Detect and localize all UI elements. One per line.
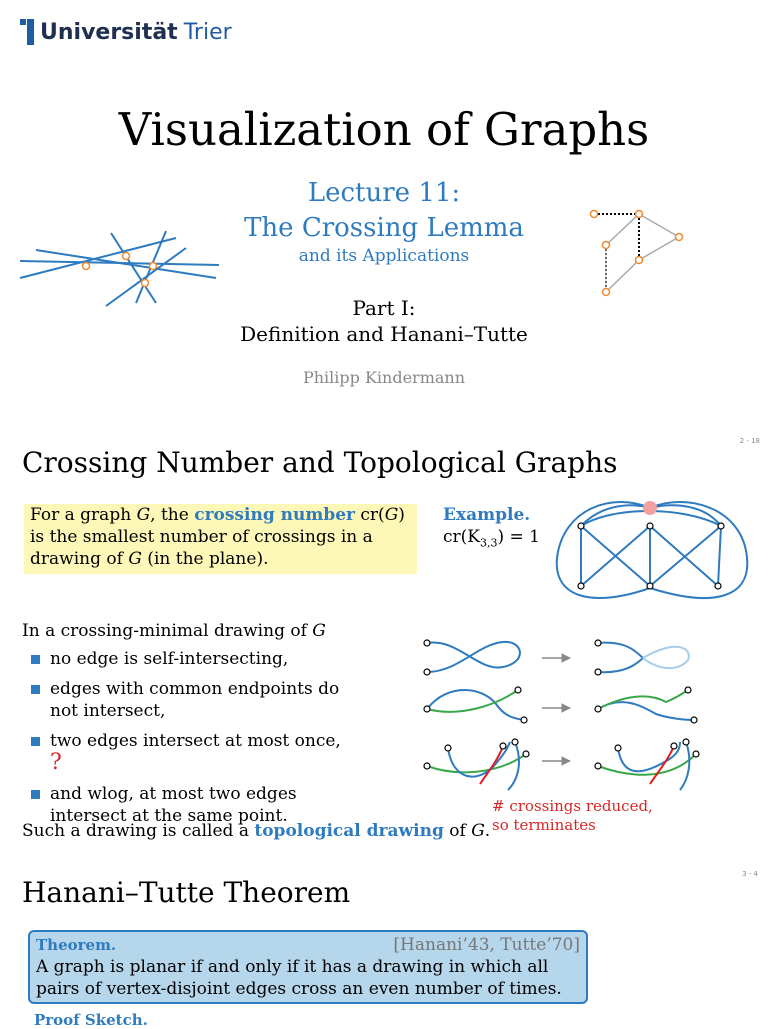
conclusion-text: Such a drawing is called a topological drawing of G. bbox=[22, 821, 491, 841]
k33-drawing bbox=[553, 498, 753, 610]
section-title-crossing-number: Crossing Number and Topological Graphs bbox=[22, 446, 618, 479]
lecture-number: Lecture 11: bbox=[307, 178, 461, 208]
part-title: Definition and Hanani–Tutte bbox=[240, 322, 528, 346]
section-title-hanani-tutte: Hanani–Tutte Theorem bbox=[22, 876, 351, 909]
slide-title: Visualization of Graphs bbox=[118, 103, 650, 156]
list-item: and wlog, at most two edges intersect at the same point. bbox=[22, 783, 352, 827]
term-topological-drawing: topological drawing bbox=[254, 821, 444, 841]
list-item: no edge is self-intersecting, bbox=[22, 648, 352, 670]
logo-city: Trier bbox=[183, 19, 232, 45]
list-item: two edges intersect at most once, ? bbox=[22, 730, 352, 775]
theorem-box bbox=[28, 930, 588, 1004]
transformation-illustrations bbox=[418, 632, 708, 792]
reduction-note-line2: so terminates bbox=[492, 816, 596, 834]
intro-text: In a crossing-minimal drawing of G bbox=[22, 621, 326, 641]
definition-box bbox=[24, 504, 417, 574]
lecture-topic: The Crossing Lemma bbox=[244, 213, 524, 243]
reduction-note-line1: # crossings reduced, bbox=[492, 797, 653, 815]
property-list bbox=[22, 648, 352, 835]
question-mark: ? bbox=[50, 750, 62, 775]
logo-mark-icon bbox=[20, 19, 34, 45]
list-item: edges with common endpoints do not intersect, bbox=[22, 678, 352, 722]
author: Philipp Kindermann bbox=[302, 368, 466, 387]
term-crossing-number: crossing number bbox=[194, 505, 355, 525]
theorem-label: Theorem. bbox=[36, 936, 117, 954]
theorem-text: A graph is planar if and only if it has a drawing in which all pairs of vertex-disjoint edges cross an even number of times. bbox=[36, 957, 562, 999]
logo-university: Universität bbox=[40, 19, 178, 45]
reduction-note bbox=[492, 797, 653, 835]
proof-sketch-label: Proof Sketch. bbox=[34, 1011, 148, 1029]
small-graph-illustration bbox=[588, 205, 688, 300]
example-formula: $cr(K_{3,3}) = 1$ bbox=[443, 527, 540, 550]
definition-text: For a graph G, the crossing number cr(G) is the smallest number of crossings in a drawing of G (in the plane). bbox=[30, 505, 405, 569]
part-number: Part I: bbox=[352, 296, 416, 320]
lecture-topic-sub: and its Applications bbox=[298, 246, 470, 266]
page-number-2: 2 - 18 bbox=[739, 437, 760, 445]
example-label: Example. bbox=[443, 505, 531, 525]
example-block bbox=[443, 504, 540, 554]
theorem-reference: [Hanani’43, Tutte’70] bbox=[393, 935, 580, 955]
page-number-3: 3 - 4 bbox=[742, 870, 758, 878]
university-logo bbox=[20, 17, 232, 47]
line-arrangement-illustration bbox=[16, 228, 222, 308]
